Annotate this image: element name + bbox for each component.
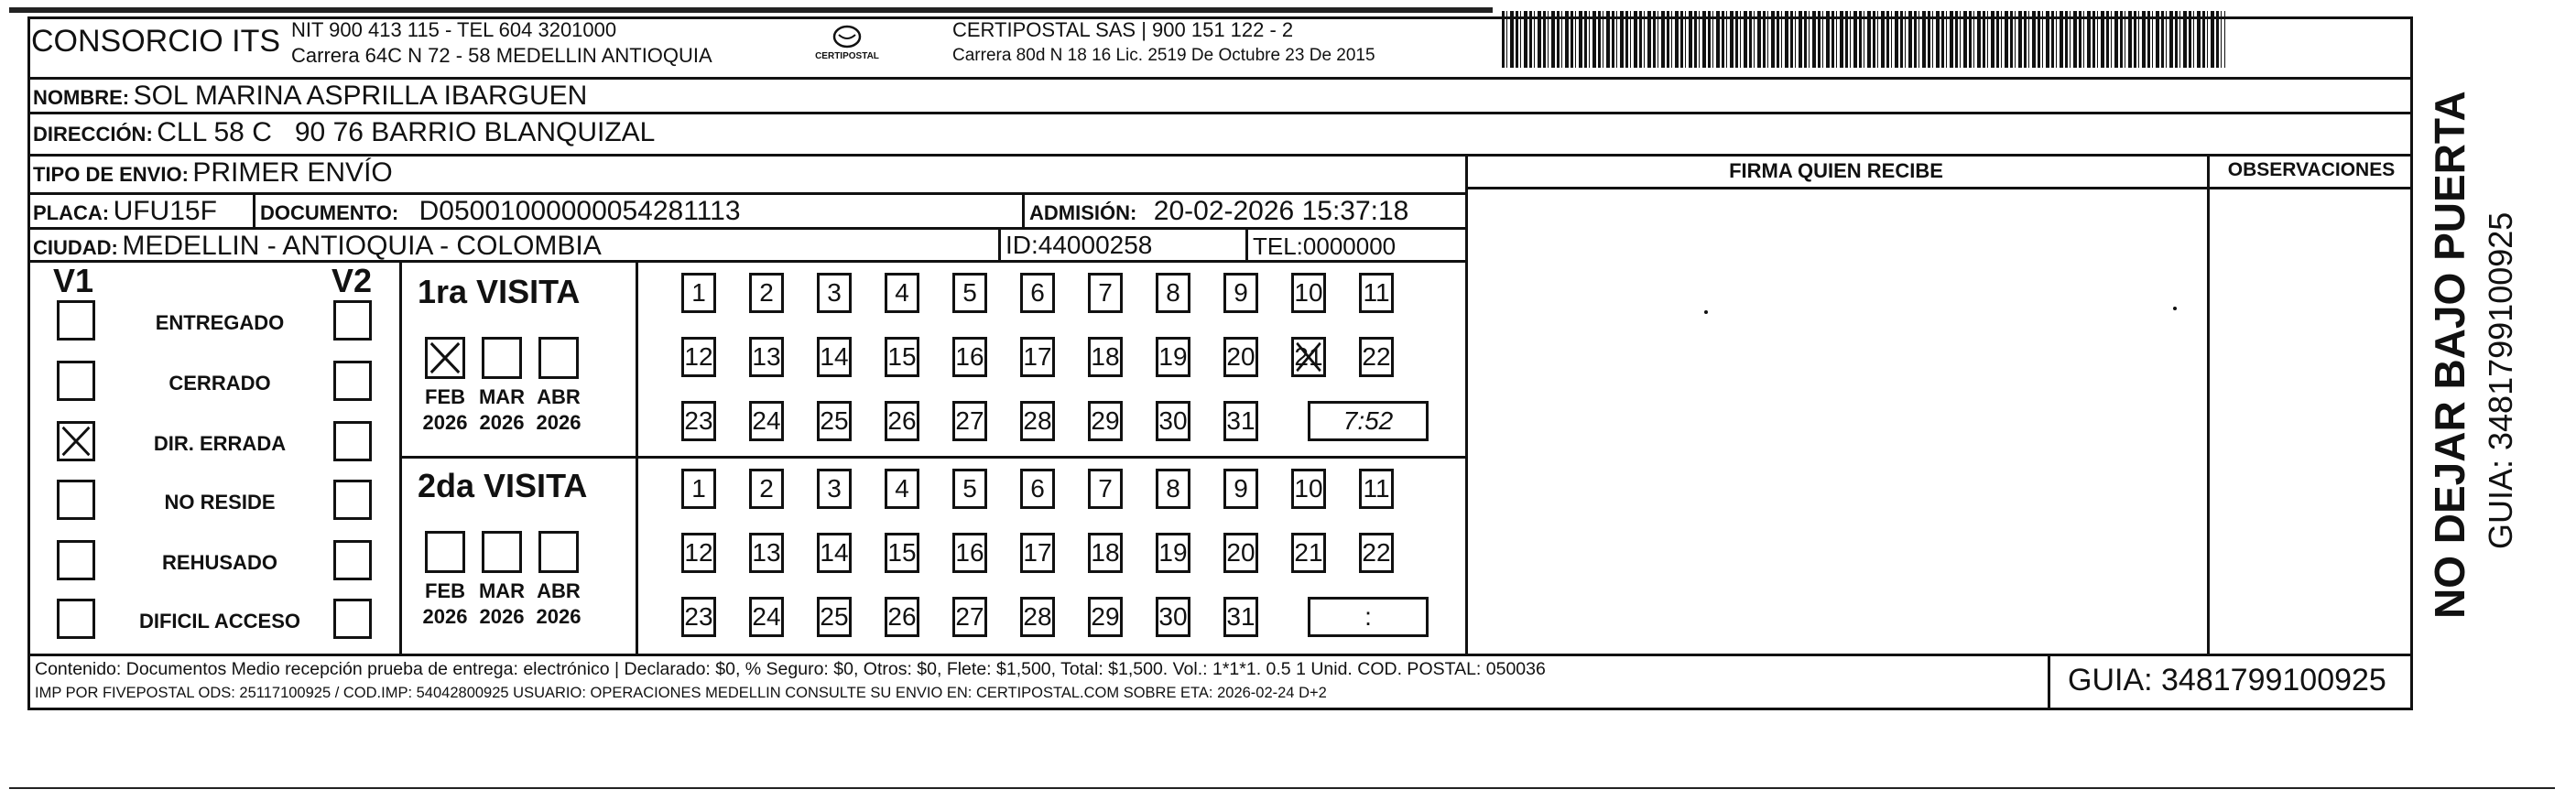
day-number: 15 <box>887 538 917 567</box>
day-box[interactable] <box>1359 337 1394 377</box>
side-warning: NO DEJAR BAJO PUERTA <box>2426 91 2473 619</box>
v1-header: V1 <box>53 262 94 299</box>
time-value: : <box>1364 602 1372 631</box>
day-box[interactable] <box>1020 469 1055 509</box>
day-box[interactable] <box>1156 469 1190 509</box>
admision-field <box>1029 196 1408 227</box>
day-box[interactable] <box>885 337 919 377</box>
tipo-envio-row <box>33 157 393 189</box>
placa-label: PLACA: <box>33 201 110 224</box>
day-box[interactable] <box>1291 273 1326 313</box>
status-label: CERRADO <box>168 372 271 395</box>
day-number: 23 <box>684 602 713 631</box>
status-label: DIR. ERRADA <box>153 432 287 455</box>
visit2-title: 2da VISITA <box>418 467 588 504</box>
documento-field <box>260 196 741 227</box>
divider <box>2048 654 2050 710</box>
day-box[interactable] <box>749 401 784 441</box>
firma-header: FIRMA QUIEN RECIBE <box>1729 159 1943 182</box>
day-box[interactable] <box>817 337 852 377</box>
status-label: NO RESIDE <box>164 491 276 514</box>
day-box[interactable] <box>952 337 987 377</box>
placa-field <box>33 196 217 227</box>
day-box[interactable] <box>817 533 852 573</box>
day-number: 6 <box>1030 474 1045 503</box>
nombre-label: NOMBRE: <box>33 86 130 109</box>
admision-value: 20-02-2026 15:37:18 <box>1153 196 1409 226</box>
month-name: ABR <box>537 579 581 602</box>
day-number: 26 <box>887 406 917 435</box>
day-number: 13 <box>752 538 781 567</box>
v1-checkbox[interactable] <box>57 599 95 639</box>
v1-checkbox[interactable] <box>57 480 95 520</box>
day-number: 29 <box>1091 602 1120 631</box>
day-box[interactable] <box>1223 337 1258 377</box>
day-number: 10 <box>1294 474 1323 503</box>
tipo-envio-label: TIPO DE ENVIO: <box>33 163 189 186</box>
v2-checkbox[interactable] <box>333 421 372 461</box>
month-year: 2026 <box>422 411 468 434</box>
day-box[interactable] <box>681 273 716 313</box>
day-box[interactable] <box>1223 533 1258 573</box>
divider <box>998 227 1001 260</box>
v2-checkbox[interactable] <box>333 599 372 639</box>
observaciones-header: OBSERVACIONES <box>2227 159 2396 180</box>
v2-header: V2 <box>332 262 373 299</box>
documento-value: D05001000000054281113 <box>418 196 741 226</box>
day-box[interactable] <box>885 273 919 313</box>
day-number: 5 <box>962 278 977 307</box>
side-guia: GUIA: 3481799100925 <box>2482 211 2519 549</box>
v2-checkbox[interactable] <box>333 540 372 580</box>
day-number: 16 <box>955 538 984 567</box>
day-box[interactable] <box>817 469 852 509</box>
day-box[interactable] <box>749 597 784 637</box>
divider <box>27 192 1465 195</box>
day-number: 22 <box>1362 538 1391 567</box>
month-year: 2026 <box>479 605 525 628</box>
day-number: 9 <box>1234 474 1248 503</box>
month-year: 2026 <box>536 411 582 434</box>
v2-checkbox[interactable] <box>333 361 372 401</box>
day-box[interactable] <box>1020 597 1055 637</box>
month-checkbox[interactable] <box>538 337 579 379</box>
divider <box>253 192 255 227</box>
day-box[interactable] <box>885 401 919 441</box>
day-box[interactable] <box>1223 273 1258 313</box>
day-number: 13 <box>752 342 781 371</box>
visit1-title: 1ra VISITA <box>418 273 581 310</box>
day-box[interactable] <box>1020 273 1055 313</box>
footer-print-info: IMP POR FIVEPOSTAL ODS: 25117100925 / COD.IMP: 54042800925 USUARIO: OPERACIONES MEDELLIN CONSULTE SU ENVIO EN: CERTIPOSTAL.COM SOBRE ETA: 2026-02-24 D+2 <box>35 685 1327 701</box>
day-box[interactable] <box>749 337 784 377</box>
day-number: 19 <box>1158 342 1188 371</box>
divider <box>1022 192 1025 227</box>
day-number: 19 <box>1158 538 1188 567</box>
day-number: 17 <box>1023 342 1052 371</box>
day-number: 31 <box>1226 602 1255 631</box>
day-number: 14 <box>820 342 849 371</box>
day-number: 5 <box>962 474 977 503</box>
day-number: 12 <box>684 342 713 371</box>
v2-checkbox[interactable] <box>333 300 372 341</box>
divider <box>636 260 638 654</box>
day-number: 26 <box>887 602 917 631</box>
day-number: 20 <box>1226 538 1255 567</box>
admision-label: ADMISIÓN: <box>1029 201 1137 224</box>
day-number: 17 <box>1023 538 1052 567</box>
day-number: 6 <box>1030 278 1045 307</box>
month-year: 2026 <box>536 605 582 628</box>
day-box[interactable] <box>1088 401 1123 441</box>
day-box[interactable] <box>952 273 987 313</box>
month-checkbox[interactable] <box>482 531 522 573</box>
day-box[interactable] <box>817 273 852 313</box>
direccion-value: CLL 58 C 90 76 BARRIO BLANQUIZAL <box>157 117 656 147</box>
month-name: MAR <box>478 579 526 602</box>
company-address: Carrera 64C N 72 - 58 MEDELLIN ANTIOQUIA <box>291 44 712 67</box>
day-box[interactable] <box>817 401 852 441</box>
day-number: 29 <box>1091 406 1120 435</box>
divider <box>1245 227 1248 260</box>
day-number: 21 <box>1294 538 1323 567</box>
month-label <box>474 384 529 436</box>
day-box[interactable] <box>1291 533 1326 573</box>
day-box[interactable] <box>1359 273 1394 313</box>
day-number: 9 <box>1234 278 1248 307</box>
day-box[interactable] <box>952 597 987 637</box>
courier-address: Carrera 80d N 18 16 Lic. 2519 De Octubre 23 De 2015 <box>952 46 1375 65</box>
day-number: 12 <box>684 538 713 567</box>
day-box[interactable] <box>1156 401 1190 441</box>
divider <box>399 260 402 654</box>
day-number: 2 <box>759 278 774 307</box>
day-number: 11 <box>1363 474 1390 503</box>
day-number: 14 <box>820 538 849 567</box>
day-box[interactable] <box>952 401 987 441</box>
day-number: 22 <box>1362 342 1391 371</box>
month-label <box>418 579 473 630</box>
footer-guia: GUIA: 3481799100925 <box>2068 663 2386 697</box>
placa-value: UFU15F <box>113 196 217 226</box>
direccion-label: DIRECCIÓN: <box>33 123 153 146</box>
day-number: 16 <box>955 342 984 371</box>
v1-checkbox[interactable] <box>57 540 95 580</box>
day-number: 3 <box>827 278 842 307</box>
day-box[interactable] <box>681 337 716 377</box>
day-number: 4 <box>895 474 909 503</box>
day-box[interactable] <box>681 469 716 509</box>
day-box[interactable] <box>1223 597 1258 637</box>
bottom-rule <box>9 787 2555 789</box>
company-name: CONSORCIO ITS <box>31 24 281 59</box>
day-box[interactable] <box>1088 469 1123 509</box>
day-box[interactable] <box>1020 401 1055 441</box>
month-year: 2026 <box>422 605 468 628</box>
day-box[interactable] <box>1291 469 1326 509</box>
day-box[interactable] <box>749 533 784 573</box>
v1-checkbox[interactable] <box>57 300 95 341</box>
checked-x-icon <box>60 424 92 459</box>
day-number: 15 <box>887 342 917 371</box>
day-box[interactable] <box>1020 337 1055 377</box>
direccion-row <box>33 117 655 148</box>
month-label <box>474 579 529 630</box>
signature-area <box>1468 189 2207 654</box>
day-box[interactable] <box>885 597 919 637</box>
nombre-row <box>33 81 587 112</box>
day-number: 18 <box>1091 538 1120 567</box>
day-box[interactable] <box>1223 469 1258 509</box>
scan-line-top <box>9 7 1493 13</box>
day-box[interactable] <box>952 469 987 509</box>
day-number: 11 <box>1363 278 1390 307</box>
day-number: 3 <box>827 474 842 503</box>
divider <box>399 456 1465 459</box>
month-name: FEB <box>425 579 465 602</box>
ciudad-value: MEDELLIN - ANTIOQUIA - COLOMBIA <box>122 231 602 261</box>
month-name: FEB <box>425 385 465 408</box>
day-box[interactable] <box>1291 337 1326 377</box>
day-box[interactable] <box>1223 401 1258 441</box>
nombre-value: SOL MARINA ASPRILLA IBARGUEN <box>133 81 588 111</box>
company-nit: NIT 900 413 115 - TEL 604 3201000 <box>291 18 617 41</box>
day-number: 8 <box>1166 474 1180 503</box>
divider <box>2207 154 2210 654</box>
day-number: 28 <box>1023 602 1052 631</box>
documento-label: DOCUMENTO: <box>260 201 399 224</box>
month-label <box>531 384 586 436</box>
day-box[interactable] <box>817 597 852 637</box>
day-box[interactable] <box>1088 273 1123 313</box>
day-number: 2 <box>759 474 774 503</box>
ciudad-field <box>33 231 602 262</box>
day-number: 24 <box>752 406 781 435</box>
day-box[interactable] <box>1088 337 1123 377</box>
month-year: 2026 <box>479 411 525 434</box>
day-number: 20 <box>1226 342 1255 371</box>
status-label: DIFICIL ACCESO <box>138 610 300 633</box>
status-label: REHUSADO <box>162 551 277 574</box>
day-box[interactable] <box>1359 533 1394 573</box>
day-number: 27 <box>955 602 984 631</box>
day-number: 1 <box>691 278 706 307</box>
courier-info: CERTIPOSTAL SAS | 900 151 122 - 2 <box>952 18 1294 41</box>
day-box[interactable] <box>1088 533 1123 573</box>
month-name: ABR <box>537 385 581 408</box>
id-field: ID:44000258 <box>1005 231 1153 259</box>
month-checkbox[interactable] <box>425 531 465 573</box>
day-number: 18 <box>1091 342 1120 371</box>
day-box[interactable] <box>1156 597 1190 637</box>
day-box[interactable] <box>1088 597 1123 637</box>
day-box[interactable] <box>1156 337 1190 377</box>
day-box[interactable] <box>885 469 919 509</box>
day-number: 28 <box>1023 406 1052 435</box>
day-number: 7 <box>1098 474 1113 503</box>
checked-x-icon <box>428 340 462 376</box>
day-number: 23 <box>684 406 713 435</box>
day-box[interactable] <box>1020 533 1055 573</box>
day-box[interactable] <box>681 597 716 637</box>
v1-checkbox[interactable] <box>57 361 95 401</box>
divider <box>27 227 1465 230</box>
courier-logo-text: CERTIPOSTAL <box>815 51 879 61</box>
day-number: 31 <box>1226 406 1255 435</box>
divider <box>27 77 2413 80</box>
month-checkbox[interactable] <box>482 337 522 379</box>
day-box[interactable] <box>681 401 716 441</box>
divider <box>27 112 2413 114</box>
day-box[interactable] <box>885 533 919 573</box>
ciudad-label: CIUDAD: <box>33 236 118 259</box>
status-label: ENTREGADO <box>155 311 285 334</box>
divider <box>27 154 2413 157</box>
day-number: 25 <box>820 602 849 631</box>
v2-checkbox[interactable] <box>333 480 372 520</box>
checked-x-icon <box>1294 340 1323 374</box>
day-box[interactable] <box>1359 469 1394 509</box>
day-number: 21 <box>1294 342 1323 371</box>
day-number: 10 <box>1294 278 1323 307</box>
day-box[interactable] <box>1156 533 1190 573</box>
day-number: 8 <box>1166 278 1180 307</box>
tel-field: TEL:0000000 <box>1253 232 1397 260</box>
time-box[interactable] <box>1308 597 1429 637</box>
time-box[interactable] <box>1308 401 1429 441</box>
day-number: 30 <box>1158 602 1188 631</box>
day-number: 30 <box>1158 406 1188 435</box>
day-box[interactable] <box>952 533 987 573</box>
day-box[interactable] <box>749 469 784 509</box>
day-number: 1 <box>691 474 706 503</box>
v1-checkbox[interactable] <box>57 421 95 461</box>
month-name: MAR <box>478 385 526 408</box>
month-label <box>418 384 473 436</box>
tipo-envio-value: PRIMER ENVÍO <box>192 157 393 188</box>
month-label <box>531 579 586 630</box>
day-box[interactable] <box>749 273 784 313</box>
divider <box>27 654 2413 656</box>
time-value: 7:52 <box>1342 406 1394 435</box>
month-checkbox[interactable] <box>425 337 465 379</box>
day-box[interactable] <box>1156 273 1190 313</box>
day-number: 7 <box>1098 278 1113 307</box>
day-number: 4 <box>895 278 909 307</box>
footer-contents: Contenido: Documentos Medio recepción prueba de entrega: electrónico | Declarado: $0, % Seguro: $0, Otros: $0, Flete: $1,500, Total: $1,500. Vol.: 1*1*1. 0.5 1 Unid. COD. POSTAL: 050036 <box>35 659 1546 679</box>
day-box[interactable] <box>681 533 716 573</box>
month-checkbox[interactable] <box>538 531 579 573</box>
day-number: 25 <box>820 406 849 435</box>
day-number: 24 <box>752 602 781 631</box>
day-number: 27 <box>955 406 984 435</box>
